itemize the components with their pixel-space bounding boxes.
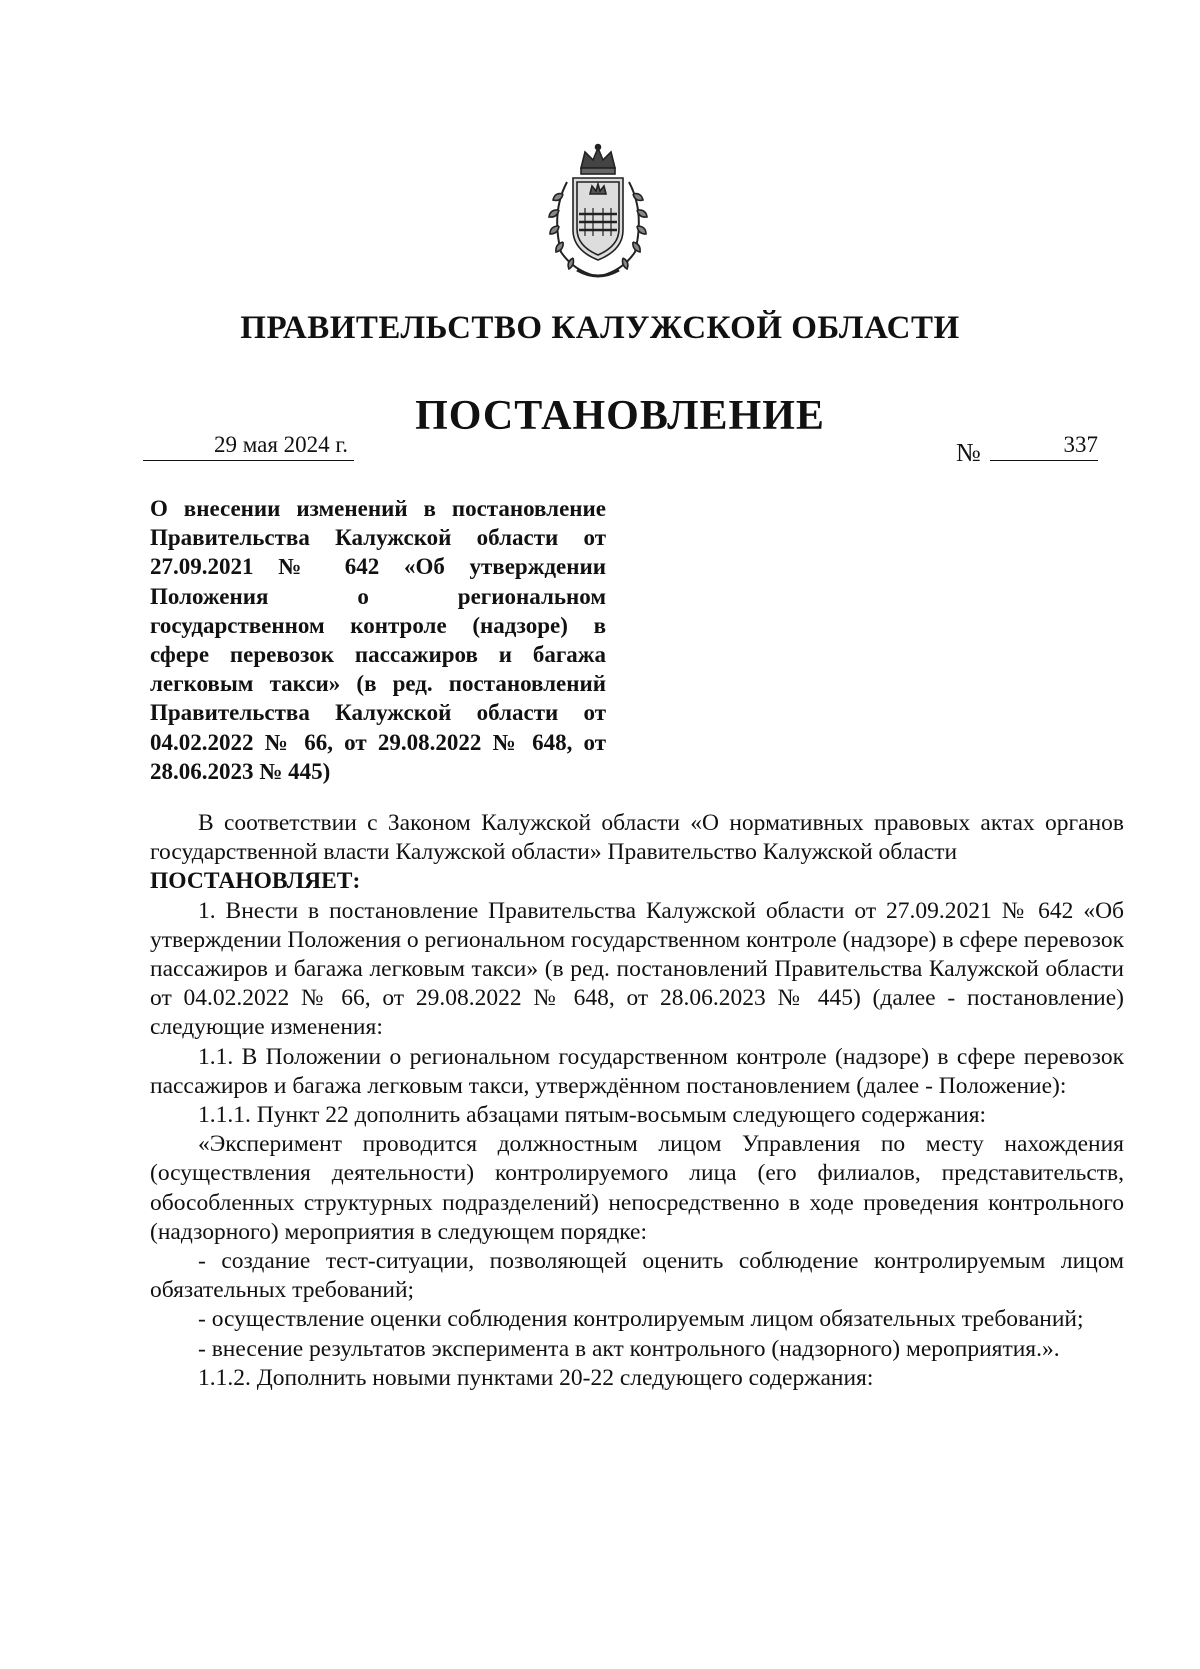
document-body — [150, 809, 1124, 1393]
document-subject: О внесении изменений в постановление Правительства Калужской области от 27.09.2021 № 642 «Об утверждении Положения о региональном государственном контроле (надзоре) в сфере перевозок пассажиров и багажа легковым такси» (в ред. постановлений Правительства Калужской области от 04.02.2022 № 66, от 29.08.2022 № 648, от 28.06.2023 № 445) — [150, 496, 606, 784]
body-paragraph: 1.1. В Положении о региональном государственном контроле (надзоре) в сфере перевозок пассажиров и багажа легковым такси, утверждённом постановлением (далее - Положение): — [150, 1043, 1124, 1099]
document-number: 337 — [990, 432, 1098, 461]
number-label: № — [956, 438, 981, 467]
document-date: 29 мая 2024 г. — [143, 432, 354, 461]
body-paragraph: 1.1.1. Пункт 22 дополнить абзацами пятым-восьмым следующего содержания: — [198, 1102, 987, 1129]
preamble-text: В соответствии с Законом Калужской области «О нормативных правовых актах органов государственной власти Калужской области» Правительство Калужской области — [150, 810, 1124, 866]
document-type-title: ПОСТАНОВЛЕНИЕ — [415, 393, 825, 439]
body-paragraph: - осуществление оценки соблюдения контролируемым лицом обязательных требований; — [198, 1306, 1084, 1333]
body-paragraph: 1.1.2. Дополнить новыми пунктами 20-22 следующего содержания: — [198, 1364, 874, 1391]
government-title: ПРАВИТЕЛЬСТВО КАЛУЖСКОЙ ОБЛАСТИ — [240, 310, 960, 346]
preamble-paragraph — [150, 809, 1124, 867]
body-paragraph: «Эксперимент проводится должностным лицом Управления по месту нахождения (осуществления деятельности) контролируемого лица (его филиалов, представительств, обособленных структурных подразделений) непосредственно в ходе проведения контрольного (надзорного) мероприятия в следующем порядке: — [150, 1131, 1124, 1245]
body-paragraph: - создание тест-ситуации, позволяющей оценить соблюдение контролируемым лицом обязательных требований; — [150, 1248, 1124, 1304]
resolves-heading: ПОСТАНОВЛЯЕТ: — [150, 868, 361, 895]
body-paragraph: 1. Внести в постановление Правительства Калужской области от 27.09.2021 № 642 «Об утверждении Положения о региональном государственном контроле (надзоре) в сфере перевозок пассажиров и багажа легковым такси» (в ред. постановлений Правительства Калужской области от 04.02.2022 № 66, от 29.08.2022 № 648, от 28.06.2023 № 445) (далее - постановление) следующие изменения: — [150, 897, 1124, 1041]
body-paragraph: - внесение результатов эксперимента в акт контрольного (надзорного) мероприятия.». — [198, 1335, 1060, 1362]
coat-of-arms-emblem — [537, 142, 659, 282]
